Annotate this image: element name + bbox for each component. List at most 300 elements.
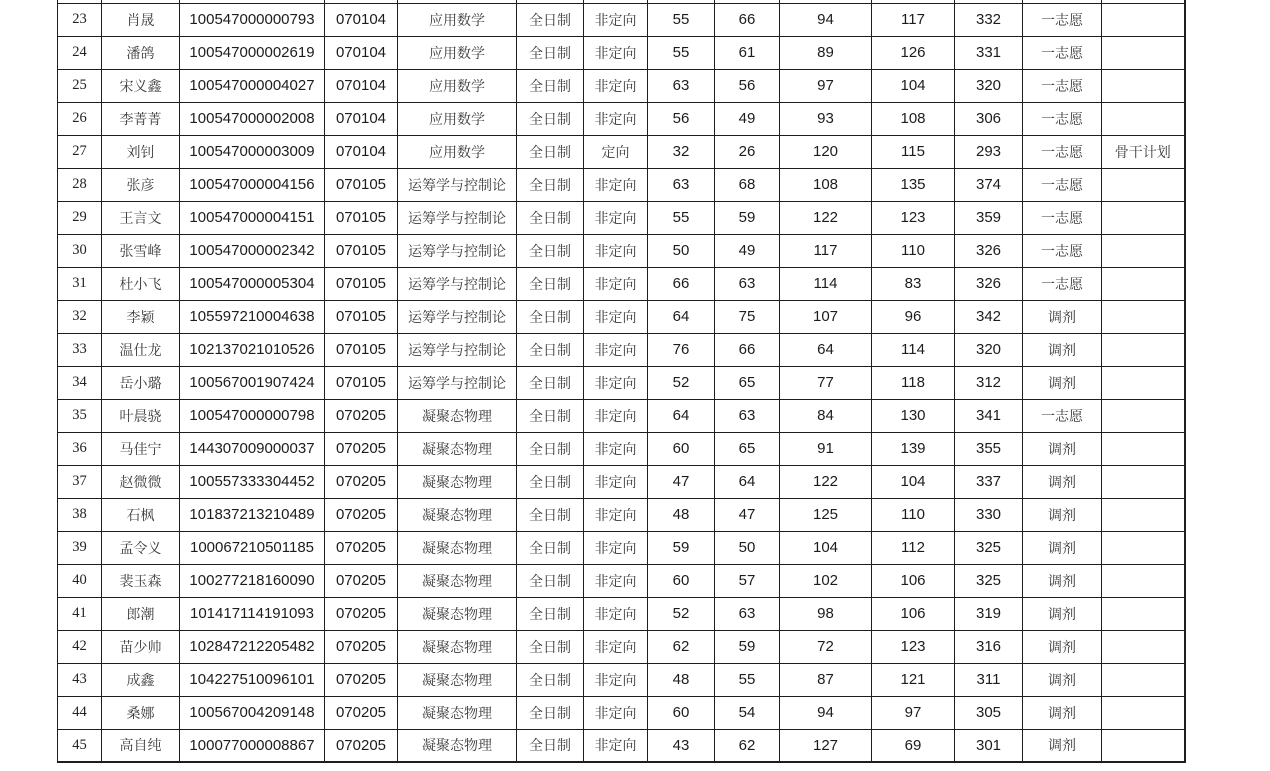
study-mode-cell: 全日制 — [517, 102, 584, 135]
volunteer-type-cell: 调剂 — [1023, 333, 1102, 366]
row-number-cell: 29 — [58, 201, 102, 234]
major-name-cell: 凝聚态物理 — [398, 564, 517, 597]
study-orientation-cell: 非定向 — [584, 399, 648, 432]
total-score-cell: 306 — [955, 102, 1023, 135]
total-score-cell: 355 — [955, 432, 1023, 465]
study-orientation-cell: 非定向 — [584, 333, 648, 366]
score-2-cell: 66 — [715, 333, 780, 366]
table-row — [58, 69, 1185, 102]
score-3-cell: 127 — [780, 729, 872, 762]
volunteer-type-cell: 一志愿 — [1023, 168, 1102, 201]
major-code-cell: 070205 — [325, 465, 398, 498]
table-row — [58, 267, 1185, 300]
volunteer-type-cell: 调剂 — [1023, 432, 1102, 465]
score-3-cell: 117 — [780, 234, 872, 267]
remark-cell — [1102, 432, 1185, 465]
study-orientation-cell: 非定向 — [584, 663, 648, 696]
study-orientation-cell: 非定向 — [584, 366, 648, 399]
study-mode-cell: 全日制 — [517, 729, 584, 762]
score-3-cell: 98 — [780, 597, 872, 630]
study-mode-cell: 全日制 — [517, 135, 584, 168]
score-3-cell: 107 — [780, 300, 872, 333]
score-1-cell: 32 — [648, 135, 715, 168]
name-cell: 肖晟 — [102, 3, 180, 36]
table-row — [58, 36, 1185, 69]
study-mode-cell: 全日制 — [517, 663, 584, 696]
score-4-cell: 112 — [872, 531, 955, 564]
table-row — [58, 135, 1185, 168]
score-2-cell: 26 — [715, 135, 780, 168]
row-number-cell: 44 — [58, 696, 102, 729]
row-number-cell: 37 — [58, 465, 102, 498]
major-name-cell: 应用数学 — [398, 102, 517, 135]
study-orientation-cell: 非定向 — [584, 300, 648, 333]
candidate-id-cell: 100547000000798 — [180, 399, 325, 432]
remark-cell — [1102, 465, 1185, 498]
remark-cell — [1102, 36, 1185, 69]
candidate-id-cell: 100557333304452 — [180, 465, 325, 498]
major-name-cell: 应用数学 — [398, 36, 517, 69]
study-mode-cell: 全日制 — [517, 399, 584, 432]
major-name-cell: 凝聚态物理 — [398, 630, 517, 663]
remark-cell — [1102, 597, 1185, 630]
score-3-cell: 114 — [780, 267, 872, 300]
row-number-cell: 38 — [58, 498, 102, 531]
score-2-cell: 47 — [715, 498, 780, 531]
candidate-id-cell: 104227510096101 — [180, 663, 325, 696]
remark-cell — [1102, 564, 1185, 597]
study-orientation-cell: 非定向 — [584, 36, 648, 69]
candidate-id-cell: 100567004209148 — [180, 696, 325, 729]
remark-cell — [1102, 3, 1185, 36]
score-1-cell: 52 — [648, 597, 715, 630]
score-2-cell: 66 — [715, 3, 780, 36]
score-4-cell: 69 — [872, 729, 955, 762]
major-name-cell: 凝聚态物理 — [398, 399, 517, 432]
score-2-cell: 55 — [715, 663, 780, 696]
candidate-id-cell: 100077000008867 — [180, 729, 325, 762]
table-row — [58, 432, 1185, 465]
score-3-cell: 72 — [780, 630, 872, 663]
score-4-cell: 108 — [872, 102, 955, 135]
score-2-cell: 59 — [715, 201, 780, 234]
major-code-cell: 070205 — [325, 498, 398, 531]
major-code-cell: 070105 — [325, 168, 398, 201]
volunteer-type-cell: 调剂 — [1023, 696, 1102, 729]
total-score-cell: 337 — [955, 465, 1023, 498]
score-4-cell: 121 — [872, 663, 955, 696]
remark-cell — [1102, 366, 1185, 399]
major-name-cell: 应用数学 — [398, 69, 517, 102]
table-row — [58, 333, 1185, 366]
name-cell: 张雪峰 — [102, 234, 180, 267]
row-number-cell: 30 — [58, 234, 102, 267]
name-cell: 王言文 — [102, 201, 180, 234]
score-2-cell: 49 — [715, 102, 780, 135]
score-2-cell: 75 — [715, 300, 780, 333]
study-mode-cell: 全日制 — [517, 36, 584, 69]
score-1-cell: 66 — [648, 267, 715, 300]
name-cell: 叶晨骁 — [102, 399, 180, 432]
candidate-id-cell: 100547000004151 — [180, 201, 325, 234]
study-orientation-cell: 非定向 — [584, 465, 648, 498]
row-number-cell: 40 — [58, 564, 102, 597]
remark-cell: 骨干计划 — [1102, 135, 1185, 168]
score-1-cell: 63 — [648, 69, 715, 102]
total-score-cell: 325 — [955, 531, 1023, 564]
score-2-cell: 59 — [715, 630, 780, 663]
volunteer-type-cell: 调剂 — [1023, 300, 1102, 333]
remark-cell — [1102, 168, 1185, 201]
study-orientation-cell: 非定向 — [584, 234, 648, 267]
row-number-cell: 25 — [58, 69, 102, 102]
score-3-cell: 108 — [780, 168, 872, 201]
major-name-cell: 应用数学 — [398, 135, 517, 168]
study-mode-cell: 全日制 — [517, 234, 584, 267]
major-name-cell: 凝聚态物理 — [398, 663, 517, 696]
score-1-cell: 60 — [648, 564, 715, 597]
study-orientation-cell: 非定向 — [584, 69, 648, 102]
candidate-id-cell: 101417114191093 — [180, 597, 325, 630]
major-code-cell: 070205 — [325, 432, 398, 465]
name-cell: 宋义鑫 — [102, 69, 180, 102]
candidate-id-cell: 100567001907424 — [180, 366, 325, 399]
score-4-cell: 123 — [872, 630, 955, 663]
score-2-cell: 62 — [715, 729, 780, 762]
volunteer-type-cell: 一志愿 — [1023, 201, 1102, 234]
candidate-id-cell: 100067210501185 — [180, 531, 325, 564]
score-4-cell: 106 — [872, 597, 955, 630]
score-3-cell: 94 — [780, 3, 872, 36]
score-2-cell: 56 — [715, 69, 780, 102]
score-4-cell: 130 — [872, 399, 955, 432]
major-code-cell: 070105 — [325, 366, 398, 399]
major-name-cell: 凝聚态物理 — [398, 432, 517, 465]
study-mode-cell: 全日制 — [517, 3, 584, 36]
row-number-cell: 35 — [58, 399, 102, 432]
remark-cell — [1102, 234, 1185, 267]
table-row — [58, 564, 1185, 597]
study-mode-cell: 全日制 — [517, 366, 584, 399]
name-cell: 桑娜 — [102, 696, 180, 729]
name-cell: 杜小飞 — [102, 267, 180, 300]
volunteer-type-cell: 一志愿 — [1023, 3, 1102, 36]
major-code-cell: 070104 — [325, 135, 398, 168]
score-1-cell: 60 — [648, 432, 715, 465]
table-row — [58, 399, 1185, 432]
name-cell: 高自纯 — [102, 729, 180, 762]
major-code-cell: 070105 — [325, 333, 398, 366]
study-orientation-cell: 非定向 — [584, 3, 648, 36]
candidate-id-cell: 100547000004027 — [180, 69, 325, 102]
score-2-cell: 68 — [715, 168, 780, 201]
study-mode-cell: 全日制 — [517, 564, 584, 597]
score-2-cell: 49 — [715, 234, 780, 267]
score-3-cell: 122 — [780, 465, 872, 498]
study-orientation-cell: 非定向 — [584, 729, 648, 762]
score-2-cell: 57 — [715, 564, 780, 597]
major-name-cell: 凝聚态物理 — [398, 729, 517, 762]
study-mode-cell: 全日制 — [517, 432, 584, 465]
score-3-cell: 77 — [780, 366, 872, 399]
remark-cell — [1102, 333, 1185, 366]
score-4-cell: 126 — [872, 36, 955, 69]
row-number-cell: 28 — [58, 168, 102, 201]
study-mode-cell: 全日制 — [517, 168, 584, 201]
major-code-cell: 070205 — [325, 630, 398, 663]
table-row — [58, 366, 1185, 399]
score-4-cell: 110 — [872, 498, 955, 531]
admission-score-sheet — [57, 0, 1186, 763]
score-2-cell: 61 — [715, 36, 780, 69]
score-4-cell: 114 — [872, 333, 955, 366]
volunteer-type-cell: 调剂 — [1023, 366, 1102, 399]
score-3-cell: 64 — [780, 333, 872, 366]
major-code-cell: 070104 — [325, 36, 398, 69]
remark-cell — [1102, 300, 1185, 333]
study-orientation-cell: 非定向 — [584, 267, 648, 300]
candidate-id-cell: 100547000005304 — [180, 267, 325, 300]
volunteer-type-cell: 一志愿 — [1023, 135, 1102, 168]
volunteer-type-cell: 调剂 — [1023, 630, 1102, 663]
name-cell: 孟令义 — [102, 531, 180, 564]
row-number-cell: 33 — [58, 333, 102, 366]
score-4-cell: 106 — [872, 564, 955, 597]
score-3-cell: 97 — [780, 69, 872, 102]
table-row — [58, 234, 1185, 267]
major-name-cell: 运筹学与控制论 — [398, 234, 517, 267]
score-4-cell: 135 — [872, 168, 955, 201]
score-1-cell: 43 — [648, 729, 715, 762]
row-number-cell: 41 — [58, 597, 102, 630]
total-score-cell: 342 — [955, 300, 1023, 333]
score-4-cell: 96 — [872, 300, 955, 333]
major-name-cell: 凝聚态物理 — [398, 531, 517, 564]
score-2-cell: 54 — [715, 696, 780, 729]
score-1-cell: 64 — [648, 300, 715, 333]
remark-cell — [1102, 102, 1185, 135]
score-4-cell: 104 — [872, 69, 955, 102]
score-2-cell: 65 — [715, 366, 780, 399]
score-4-cell: 115 — [872, 135, 955, 168]
table-body — [58, 0, 1185, 762]
study-mode-cell: 全日制 — [517, 465, 584, 498]
table-row — [58, 597, 1185, 630]
major-code-cell: 070105 — [325, 201, 398, 234]
table-row — [58, 3, 1185, 36]
study-mode-cell: 全日制 — [517, 69, 584, 102]
score-2-cell: 63 — [715, 399, 780, 432]
total-score-cell: 319 — [955, 597, 1023, 630]
score-4-cell: 139 — [872, 432, 955, 465]
major-code-cell: 070205 — [325, 399, 398, 432]
study-orientation-cell: 非定向 — [584, 168, 648, 201]
study-orientation-cell: 非定向 — [584, 102, 648, 135]
candidate-id-cell: 102137021010526 — [180, 333, 325, 366]
total-score-cell: 325 — [955, 564, 1023, 597]
study-mode-cell: 全日制 — [517, 300, 584, 333]
name-cell: 郎潮 — [102, 597, 180, 630]
study-orientation-cell: 非定向 — [584, 630, 648, 663]
total-score-cell: 301 — [955, 729, 1023, 762]
total-score-cell: 332 — [955, 3, 1023, 36]
study-mode-cell: 全日制 — [517, 498, 584, 531]
remark-cell — [1102, 201, 1185, 234]
row-number-cell: 42 — [58, 630, 102, 663]
score-3-cell: 122 — [780, 201, 872, 234]
total-score-cell: 326 — [955, 267, 1023, 300]
volunteer-type-cell: 调剂 — [1023, 729, 1102, 762]
study-mode-cell: 全日制 — [517, 531, 584, 564]
row-number-cell: 36 — [58, 432, 102, 465]
score-1-cell: 47 — [648, 465, 715, 498]
score-3-cell: 120 — [780, 135, 872, 168]
candidate-id-cell: 100547000002008 — [180, 102, 325, 135]
score-4-cell: 118 — [872, 366, 955, 399]
remark-cell — [1102, 696, 1185, 729]
score-1-cell: 52 — [648, 366, 715, 399]
score-1-cell: 55 — [648, 201, 715, 234]
total-score-cell: 312 — [955, 366, 1023, 399]
score-3-cell: 91 — [780, 432, 872, 465]
table-row — [58, 498, 1185, 531]
volunteer-type-cell: 一志愿 — [1023, 234, 1102, 267]
table-row — [58, 696, 1185, 729]
total-score-cell: 374 — [955, 168, 1023, 201]
name-cell: 李菁菁 — [102, 102, 180, 135]
row-number-cell: 32 — [58, 300, 102, 333]
major-code-cell: 070205 — [325, 663, 398, 696]
remark-cell — [1102, 498, 1185, 531]
score-1-cell: 60 — [648, 696, 715, 729]
study-orientation-cell: 非定向 — [584, 432, 648, 465]
score-1-cell: 55 — [648, 3, 715, 36]
score-4-cell: 110 — [872, 234, 955, 267]
volunteer-type-cell: 一志愿 — [1023, 36, 1102, 69]
major-name-cell: 凝聚态物理 — [398, 498, 517, 531]
score-4-cell: 97 — [872, 696, 955, 729]
name-cell: 张彦 — [102, 168, 180, 201]
study-mode-cell: 全日制 — [517, 333, 584, 366]
score-2-cell: 65 — [715, 432, 780, 465]
study-mode-cell: 全日制 — [517, 630, 584, 663]
table-row — [58, 630, 1185, 663]
major-code-cell: 070205 — [325, 564, 398, 597]
score-2-cell: 63 — [715, 597, 780, 630]
candidate-id-cell: 102847212205482 — [180, 630, 325, 663]
total-score-cell: 293 — [955, 135, 1023, 168]
score-3-cell: 94 — [780, 696, 872, 729]
total-score-cell: 316 — [955, 630, 1023, 663]
score-3-cell: 89 — [780, 36, 872, 69]
name-cell: 石枫 — [102, 498, 180, 531]
study-orientation-cell: 非定向 — [584, 498, 648, 531]
row-number-cell: 24 — [58, 36, 102, 69]
major-name-cell: 运筹学与控制论 — [398, 300, 517, 333]
candidate-id-cell: 100547000002619 — [180, 36, 325, 69]
volunteer-type-cell: 调剂 — [1023, 597, 1102, 630]
name-cell: 马佳宁 — [102, 432, 180, 465]
major-code-cell: 070205 — [325, 531, 398, 564]
major-code-cell: 070104 — [325, 69, 398, 102]
candidate-id-cell: 101837213210489 — [180, 498, 325, 531]
table-row — [58, 102, 1185, 135]
name-cell: 岳小璐 — [102, 366, 180, 399]
score-1-cell: 48 — [648, 498, 715, 531]
row-number-cell: 39 — [58, 531, 102, 564]
total-score-cell: 341 — [955, 399, 1023, 432]
score-3-cell: 93 — [780, 102, 872, 135]
major-name-cell: 运筹学与控制论 — [398, 168, 517, 201]
study-orientation-cell: 非定向 — [584, 597, 648, 630]
name-cell: 赵微微 — [102, 465, 180, 498]
table-row — [58, 663, 1185, 696]
candidate-id-cell: 100547000000793 — [180, 3, 325, 36]
name-cell: 裴玉森 — [102, 564, 180, 597]
score-3-cell: 104 — [780, 531, 872, 564]
score-1-cell: 62 — [648, 630, 715, 663]
row-number-cell: 26 — [58, 102, 102, 135]
study-mode-cell: 全日制 — [517, 696, 584, 729]
score-3-cell: 84 — [780, 399, 872, 432]
major-code-cell: 070205 — [325, 696, 398, 729]
score-2-cell: 64 — [715, 465, 780, 498]
remark-cell — [1102, 729, 1185, 762]
total-score-cell: 330 — [955, 498, 1023, 531]
major-name-cell: 应用数学 — [398, 3, 517, 36]
admission-score-table — [57, 0, 1186, 763]
table-row — [58, 300, 1185, 333]
major-name-cell: 凝聚态物理 — [398, 465, 517, 498]
score-1-cell: 64 — [648, 399, 715, 432]
score-4-cell: 123 — [872, 201, 955, 234]
remark-cell — [1102, 69, 1185, 102]
volunteer-type-cell: 调剂 — [1023, 498, 1102, 531]
volunteer-type-cell: 调剂 — [1023, 663, 1102, 696]
score-1-cell: 76 — [648, 333, 715, 366]
score-1-cell: 63 — [648, 168, 715, 201]
candidate-id-cell: 100547000002342 — [180, 234, 325, 267]
name-cell: 李颖 — [102, 300, 180, 333]
score-1-cell: 59 — [648, 531, 715, 564]
study-orientation-cell: 非定向 — [584, 564, 648, 597]
major-name-cell: 运筹学与控制论 — [398, 366, 517, 399]
study-orientation-cell: 非定向 — [584, 696, 648, 729]
remark-cell — [1102, 531, 1185, 564]
total-score-cell: 320 — [955, 69, 1023, 102]
score-4-cell: 117 — [872, 3, 955, 36]
name-cell: 潘鸽 — [102, 36, 180, 69]
score-1-cell: 48 — [648, 663, 715, 696]
major-name-cell: 凝聚态物理 — [398, 597, 517, 630]
table-row — [58, 168, 1185, 201]
table-row — [58, 729, 1185, 762]
row-number-cell: 31 — [58, 267, 102, 300]
major-code-cell: 070205 — [325, 729, 398, 762]
score-4-cell: 104 — [872, 465, 955, 498]
study-mode-cell: 全日制 — [517, 201, 584, 234]
row-number-cell: 23 — [58, 3, 102, 36]
remark-cell — [1102, 630, 1185, 663]
total-score-cell: 305 — [955, 696, 1023, 729]
volunteer-type-cell: 调剂 — [1023, 531, 1102, 564]
remark-cell — [1102, 399, 1185, 432]
name-cell: 苗少帅 — [102, 630, 180, 663]
name-cell: 成鑫 — [102, 663, 180, 696]
major-code-cell: 070205 — [325, 597, 398, 630]
study-mode-cell: 全日制 — [517, 267, 584, 300]
score-3-cell: 87 — [780, 663, 872, 696]
